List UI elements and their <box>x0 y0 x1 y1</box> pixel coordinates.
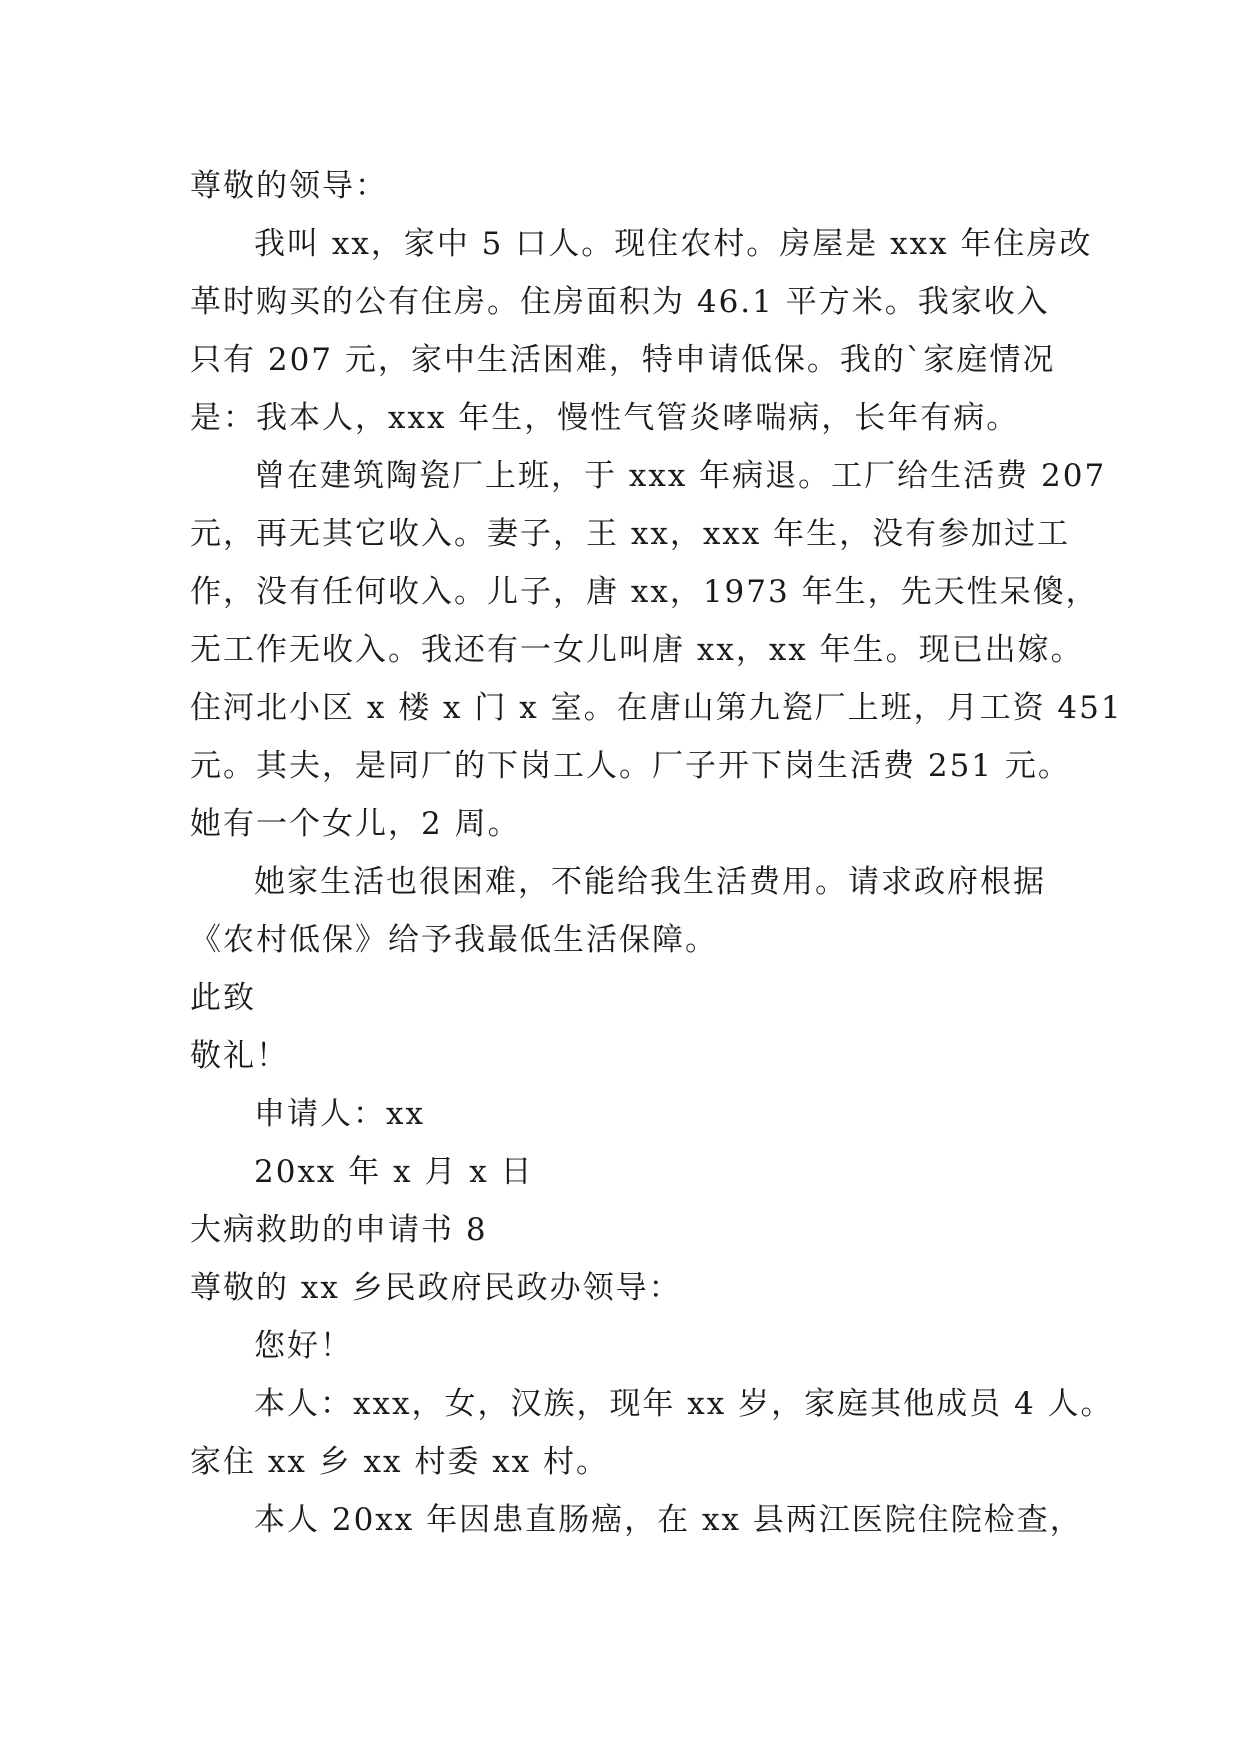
paragraph-line: 元。其夫，是同厂的下岗工人。厂子开下岗生活费 251 元。 <box>190 748 1071 784</box>
paragraph-line: 家住 xx 乡 xx 村委 xx 村。 <box>190 1444 610 1480</box>
paragraph-line: 我叫 xx，家中 5 口人。现住农村。房屋是 xxx 年住房改 <box>254 226 1093 262</box>
salutation: 尊敬的领导： <box>190 168 388 204</box>
date-line: 20xx 年 x 月 x 日 <box>254 1154 534 1190</box>
applicant-line: 申请人：xx <box>254 1096 425 1132</box>
closing-line: 此致 <box>190 980 256 1016</box>
paragraph-line: 革时购买的公有住房。住房面积为 46.1 平方米。我家收入 <box>190 284 1050 320</box>
closing-line: 敬礼！ <box>190 1038 289 1074</box>
paragraph-line: 是：我本人，xxx 年生，慢性气管炎哮喘病，长年有病。 <box>190 400 1020 436</box>
paragraph-line: 本人：xxx，女，汉族，现年 xx 岁，家庭其他成员 4 人。 <box>254 1386 1114 1422</box>
paragraph-line: 无工作无收入。我还有一女儿叫唐 xx，xx 年生。现已出嫁。 <box>190 632 1084 668</box>
paragraph-line: 曾在建筑陶瓷厂上班，于 xxx 年病退。工厂给生活费 207 <box>254 458 1107 494</box>
paragraph-line: 住河北小区 x 楼 x 门 x 室。在唐山第九瓷厂上班，月工资 451 <box>190 690 1123 726</box>
paragraph-line: 她家生活也很困难，不能给我生活费用。请求政府根据 <box>254 864 1046 900</box>
salutation: 尊敬的 xx 乡民政府民政办领导： <box>190 1270 682 1306</box>
paragraph-line: 她有一个女儿，2 周。 <box>190 806 521 842</box>
paragraph-line: 本人 20xx 年因患直肠癌，在 xx 县两江医院住院检查， <box>254 1502 1083 1538</box>
paragraph-line: 作，没有任何收入。儿子，唐 xx，1973 年生，先天性呆傻， <box>190 574 1099 610</box>
paragraph-line: 只有 207 元，家中生活困难，特申请低保。我的`家庭情况 <box>190 342 1056 378</box>
greeting: 您好！ <box>254 1328 353 1364</box>
paragraph-line: 《农村低保》给予我最低生活保障。 <box>190 922 718 958</box>
section-title: 大病救助的申请书 8 <box>190 1212 488 1248</box>
paragraph-line: 元，再无其它收入。妻子，王 xx，xxx 年生，没有参加过工 <box>190 516 1071 552</box>
